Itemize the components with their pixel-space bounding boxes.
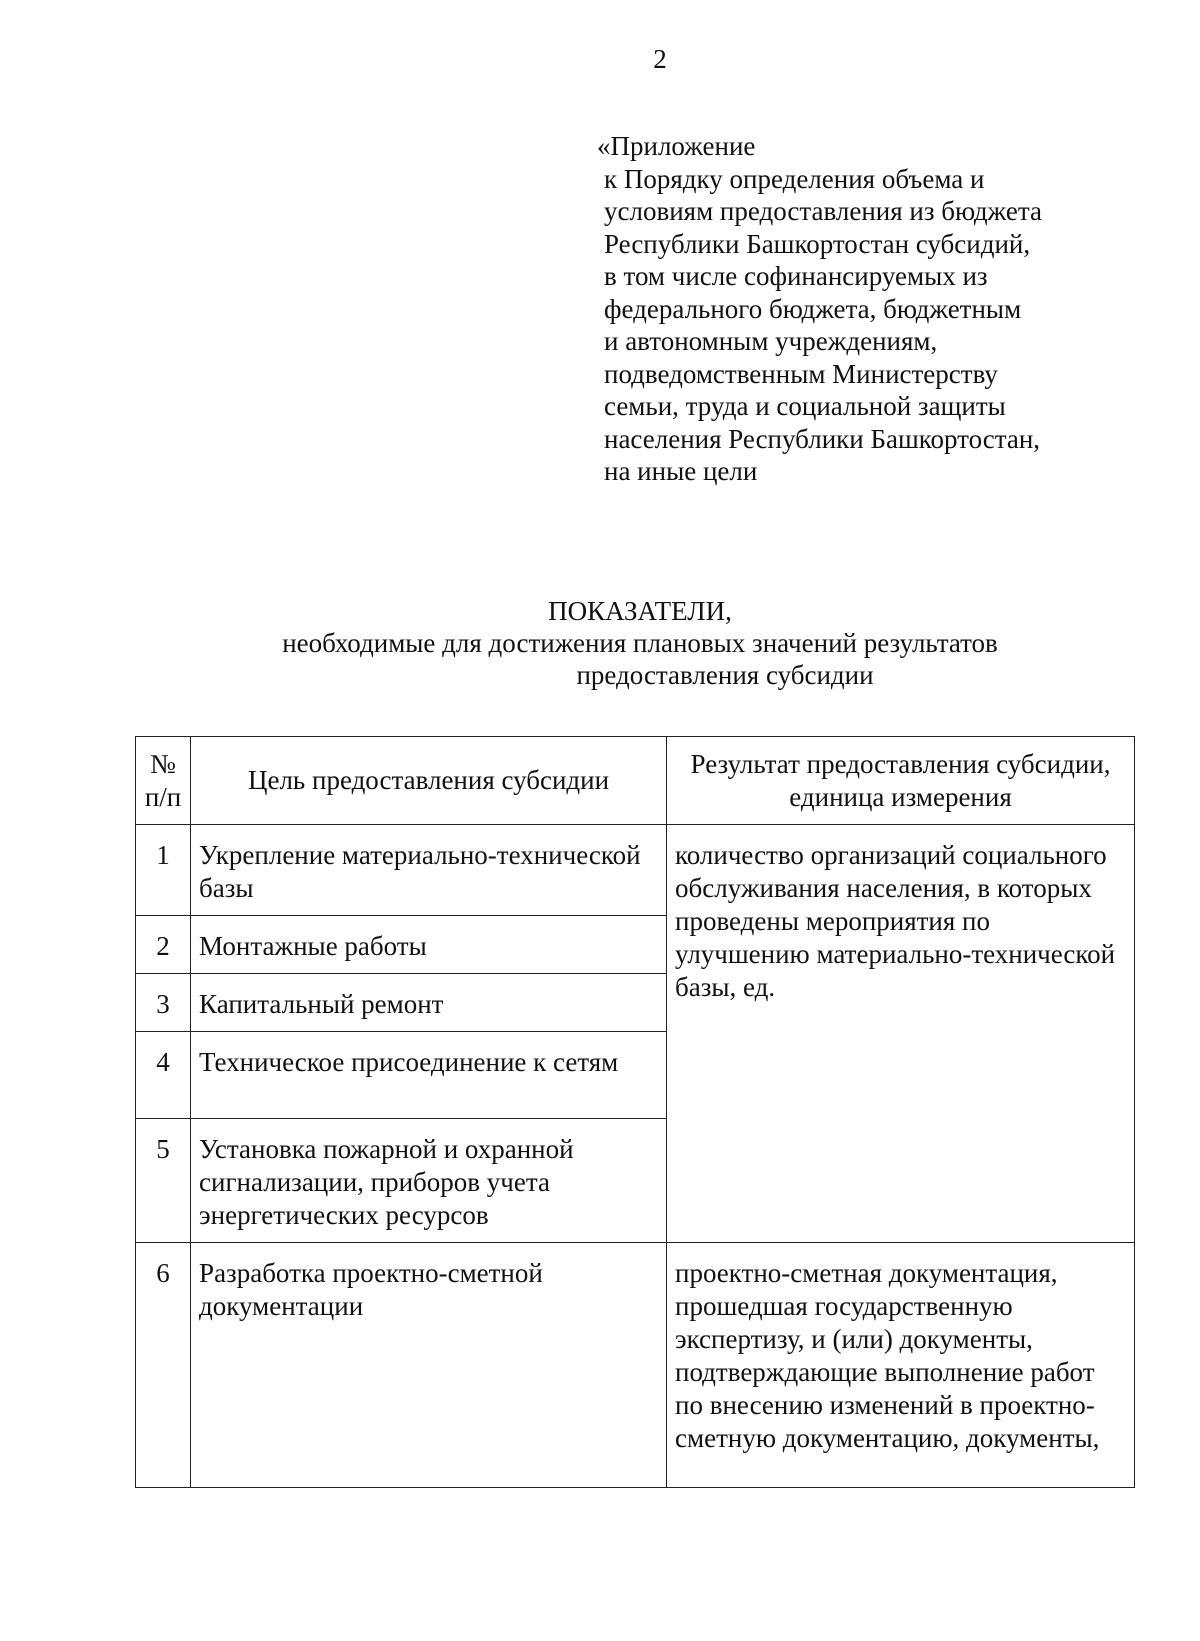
appendix-line: в том числе софинансируемых из bbox=[604, 261, 988, 291]
row-num: 4 bbox=[136, 1032, 191, 1119]
appendix-line: «Приложение bbox=[597, 131, 756, 161]
row-num: 1 bbox=[136, 825, 191, 916]
row-num: 6 bbox=[136, 1243, 191, 1488]
row-result: количество организаций социального обслуживания населения, в которых проведены мероприятия по улучшению материально-технической базы, ед. bbox=[667, 825, 1135, 1243]
table-header-row bbox=[136, 737, 1135, 825]
appendix-line: федерального бюджета, бюджетным bbox=[604, 293, 1022, 324]
row-goal: Установка пожарной и охранной сигнализации, приборов учета энергетических ресурсов bbox=[191, 1119, 667, 1243]
row-num: 5 bbox=[136, 1119, 191, 1243]
row-num: 2 bbox=[136, 916, 191, 974]
heading-title: ПОКАЗАТЕЛИ, bbox=[548, 596, 732, 626]
appendix-line: и автономным учреждениям, bbox=[604, 326, 938, 356]
header-goal: Цель предоставления субсидии bbox=[191, 737, 667, 825]
appendix-note bbox=[597, 130, 1042, 488]
row-goal: Укрепление материально-технической базы bbox=[191, 825, 667, 916]
appendix-line: семьи, труда и социальной защиты bbox=[604, 391, 1006, 421]
appendix-line: к Порядку определения объема и bbox=[604, 163, 985, 194]
row-result: проектно-сметная документация, прошедшая государственную экспертизу, и (или) документы, подтверждающие выполнение работ по внесению изменений в проектно-сметную документацию, документы, bbox=[667, 1243, 1135, 1488]
heading-subtitle-line: предоставления субсидии bbox=[576, 660, 874, 690]
row-goal: Монтажные работы bbox=[191, 916, 667, 974]
appendix-line: населения Республики Башкортостан, bbox=[604, 423, 1041, 454]
appendix-line: условиям предоставления из бюджета bbox=[604, 196, 1042, 226]
heading-subtitle-line: необходимые для достижения плановых значений результатов bbox=[282, 628, 998, 658]
appendix-line: подведомственным Министерству bbox=[604, 358, 998, 389]
table-row bbox=[136, 1243, 1135, 1488]
header-num: № п/п bbox=[136, 737, 191, 825]
indicators-table bbox=[135, 736, 1135, 1488]
page-number: 2 bbox=[653, 44, 667, 74]
appendix-line: на иные цели bbox=[604, 456, 758, 486]
row-goal: Разработка проектно-сметной документации bbox=[191, 1243, 667, 1488]
table-row bbox=[136, 825, 1135, 916]
document-heading bbox=[0, 595, 1200, 691]
row-num: 3 bbox=[136, 974, 191, 1032]
row-goal: Капитальный ремонт bbox=[191, 974, 667, 1032]
row-goal: Техническое присоединение к сетям bbox=[191, 1032, 667, 1119]
appendix-line: Республики Башкортостан субсидий, bbox=[604, 228, 1031, 259]
header-result: Результат предоставления субсидии, единица измерения bbox=[667, 737, 1135, 825]
